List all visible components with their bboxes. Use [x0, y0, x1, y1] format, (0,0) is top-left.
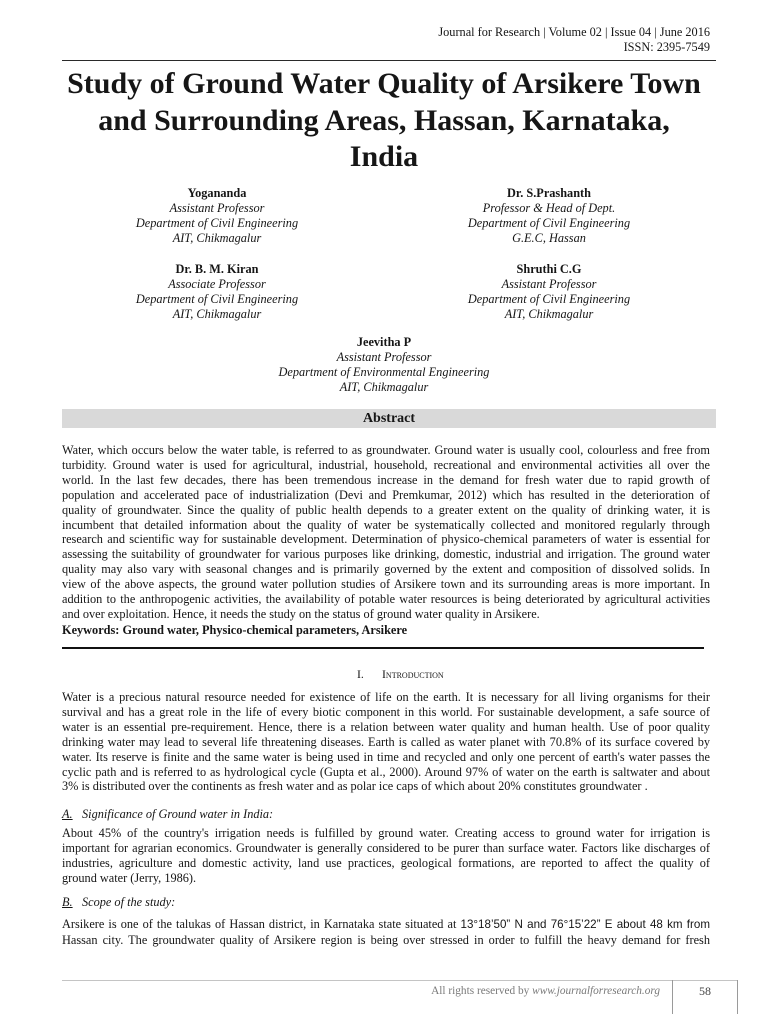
- author-role: Associate Professor: [168, 277, 266, 291]
- author-block: [67, 186, 367, 246]
- subsection-label: B.: [62, 895, 73, 909]
- paragraph-line: 3% is distributed over the continents as fresh water and as polar ice caps of which about 20% constitutes groundwater .: [62, 779, 648, 794]
- significance-paragraph: [62, 826, 710, 886]
- abstract-line: addition to the anthropogenic activities, the availability of potable water resources is being deteriorated by agricultural activities: [62, 592, 710, 607]
- paper-title: [0, 66, 768, 176]
- scope-paragraph: [62, 917, 710, 948]
- introduction-paragraph: [62, 690, 710, 794]
- subsection-heading-scope: [62, 895, 175, 910]
- paragraph-line: industries, agriculture and domestic activity, land use practices, geological formations, are reported to affect the quality of: [62, 855, 710, 870]
- abstract-line: assessing the suitability of groundwater for various purposes like drinking, domestic, industrial and irrigation. The ground water: [62, 547, 710, 562]
- footer-rule: [62, 980, 737, 981]
- paragraph-line: [62, 917, 710, 933]
- subsection-title: Scope of the study:: [82, 895, 176, 909]
- paragraph-line: water. Its reserve is finite and the same water is being used in time and recycled and only one percent of earth's water passes the: [62, 749, 710, 764]
- journal-info: Journal for Research | Volume 02 | Issue 04 | June 2016: [438, 25, 710, 39]
- abstract-line: turbidity. Ground water is used for agricultural, industrial, household, recreational and environmental activities all over the: [62, 457, 710, 472]
- keywords-line: Keywords: Ground water, Physico-chemical parameters, Arsikere: [62, 623, 408, 638]
- paragraph-line: About 45% of the country's irrigation needs is fulfilled by ground water. Creating access to ground water for irrigation is: [62, 826, 710, 840]
- paragraph-line: Water is a precious natural resource needed for existence of life on the earth. It is necessary for all living organisms for their: [62, 690, 710, 704]
- title-line: and Surrounding Areas, Hassan, Karnataka,: [98, 103, 670, 137]
- abstract-line: Water, which occurs below the water table, is referred to as groundwater. Ground water is usually cool, colourless and free from: [62, 443, 710, 457]
- title-line: Study of Ground Water Quality of Arsikere Town: [67, 67, 701, 100]
- section-heading-introduction: [357, 667, 444, 682]
- author-department: Department of Environmental Engineering: [278, 365, 490, 379]
- author-institution: G.E.C, Hassan: [512, 231, 586, 245]
- paragraph-line: ground water (Jerry, 1986).: [62, 870, 197, 885]
- author-name: Shruthi C.G: [516, 262, 582, 276]
- abstract-line: incumbent that detailed information about the quality of water be systematically collected and monitored regularly through: [62, 517, 710, 532]
- subsection-label: A.: [62, 807, 73, 821]
- section-number: I.: [357, 667, 364, 681]
- page-number-box: [672, 980, 738, 1014]
- running-header: [438, 25, 710, 55]
- abstract-heading-bar: [62, 409, 716, 428]
- paragraph-line: cyclic path and is referred to as hydrological cycle (Gupta et al., 2000). Around 97% of water on the earth is saltwater and about: [62, 764, 710, 779]
- footer-copyright: [431, 984, 660, 998]
- abstract-heading: Abstract: [362, 411, 416, 426]
- author-institution: AIT, Chikmagalur: [172, 307, 262, 321]
- abstract-line: view of the above aspects, the ground water pollution studies of Arsikere town and its surrounding areas is more important. In: [62, 577, 710, 592]
- abstract-line: quality of groundwater. Since the quality of public health depends to a greater extent on the quality of drinking water, it is: [62, 502, 710, 517]
- author-department: Department of Civil Engineering: [467, 292, 631, 306]
- author-block: [67, 262, 367, 322]
- paragraph-line: drinking water may lead to several life threatening diseases. Earth is called as water planet with 70.8% of its surface covered by: [62, 734, 710, 749]
- author-block: [399, 262, 699, 322]
- rights-text: All rights reserved by: [431, 985, 530, 997]
- author-institution: AIT, Chikmagalur: [339, 380, 429, 394]
- abstract-line: research and scientific way for sustainable development. Determination of physico-chemical parameters of water is essential for: [62, 532, 710, 547]
- author-name: Yogananda: [187, 186, 247, 200]
- author-block: [234, 335, 534, 395]
- header-rule: [62, 60, 716, 61]
- author-role: Assistant Professor: [501, 277, 597, 291]
- author-role: Assistant Professor: [336, 350, 432, 364]
- abstract-line: and over exploitation. Hence, it needs the study on the status of ground water quality in Arsikere.: [62, 606, 540, 621]
- paragraph-line: Hassan city. The groundwater quality of Arsikere region is being over stressed in order to fulfill the heavy demand for fresh: [62, 932, 710, 947]
- website-link[interactable]: www.journalforresearch.org: [532, 985, 660, 997]
- author-name: Dr. S.Prashanth: [507, 186, 591, 200]
- paragraph-line: water is an essential pre-requirement. Hence, there is a relation between water quality and human health. Use of poor quality: [62, 719, 710, 734]
- page-number: 58: [699, 984, 711, 998]
- section-title: Introduction: [382, 667, 444, 681]
- author-department: Department of Civil Engineering: [467, 216, 631, 230]
- author-name: Jeevitha P: [356, 335, 412, 349]
- subsection-heading-significance: [62, 807, 273, 822]
- abstract-line: world. In the last few decades, there has been tremendous increase in the demand for fresh water due to rapid growth of: [62, 472, 710, 487]
- paragraph-line: survival and has a great role in the life of every biotic component in this world. For sustainable development, a safe source of: [62, 704, 710, 719]
- author-name: Dr. B. M. Kiran: [175, 262, 259, 276]
- section-divider: [62, 647, 704, 649]
- paragraph-line: important for agrarian economics. Groundwater is generally considered to be purer than surface water. Factors like discharges of: [62, 840, 710, 855]
- paragraph-text: Arsikere is one of the talukas of Hassan district, in Karnataka state situated at: [62, 917, 457, 931]
- title-line: India: [349, 140, 419, 173]
- author-role: Professor & Head of Dept.: [482, 201, 616, 215]
- abstract-text: [62, 443, 710, 638]
- subsection-title: Significance of Ground water in India:: [82, 807, 274, 821]
- issn-label: ISSN: 2395-7549: [623, 40, 710, 54]
- abstract-line: quality may also vary with seasonal changes and is primarily governed by the extent and composition of dissolved solids. In: [62, 562, 710, 577]
- author-department: Department of Civil Engineering: [135, 292, 299, 306]
- author-department: Department of Civil Engineering: [135, 216, 299, 230]
- location-coordinates: 13°18’50” N and 76°15’22” E about 48 km from: [460, 918, 710, 931]
- abstract-line: population and accelerated pace of industrialization (Devi and Premkumar, 2012) which has resulted in the deterioration of: [62, 487, 710, 502]
- author-role: Assistant Professor: [169, 201, 265, 215]
- author-block: [399, 186, 699, 246]
- author-institution: AIT, Chikmagalur: [172, 231, 262, 245]
- author-institution: AIT, Chikmagalur: [504, 307, 594, 321]
